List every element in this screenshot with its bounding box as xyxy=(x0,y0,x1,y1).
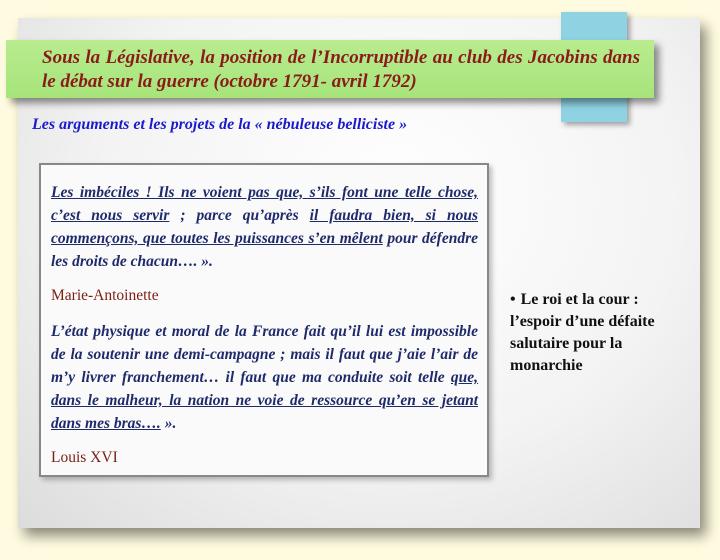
quote-author: Louis XVI xyxy=(51,449,118,466)
quote-segment: pour défendre les droits de chacun…. ». xyxy=(51,230,478,270)
quote-marie-antoinette xyxy=(51,181,478,273)
quote-segment-underlined: que, dans le malheur, la nation ne voie de ressource qu’en se jetant dans mes bras…. xyxy=(51,369,478,432)
quote-segment-underlined: Les imbéciles ! Ils ne voient pas que, s’ils font une telle chose, c’est nous servir xyxy=(51,184,478,224)
quote-box xyxy=(39,163,489,477)
quote-louis-xvi xyxy=(51,320,478,435)
quote-segment: ». xyxy=(160,415,177,432)
bullet-icon: • xyxy=(510,291,516,308)
quote-segment: L’état physique et moral de la France fait qu’il lui est impossible de la soutenir une demi-campagne ; mais il faut que j’aie l’air de m’y livrer franchement… il faut que ma conduite soit telle xyxy=(51,323,478,386)
bullet-text: Le roi et la cour : l’espoir d’une défaite salutaire pour la monarchie xyxy=(510,291,655,374)
quote-segment: ; parce qu’après xyxy=(169,207,310,224)
title-banner xyxy=(6,40,654,98)
quote-segment-underlined: il faudra bien, si nous commençons, que toutes les puissances s’en mêlent xyxy=(51,207,478,247)
quote-author: Marie-Antoinette xyxy=(51,287,159,304)
bullet-point xyxy=(510,289,690,377)
slide-title: Sous la Législative, la position de l’Incorruptible au club des Jacobins dans le débat sur la guerre (octobre 1791- avril 1792) xyxy=(42,47,640,92)
subtitle: Les arguments et les projets de la « nébuleuse belliciste » xyxy=(32,116,408,133)
